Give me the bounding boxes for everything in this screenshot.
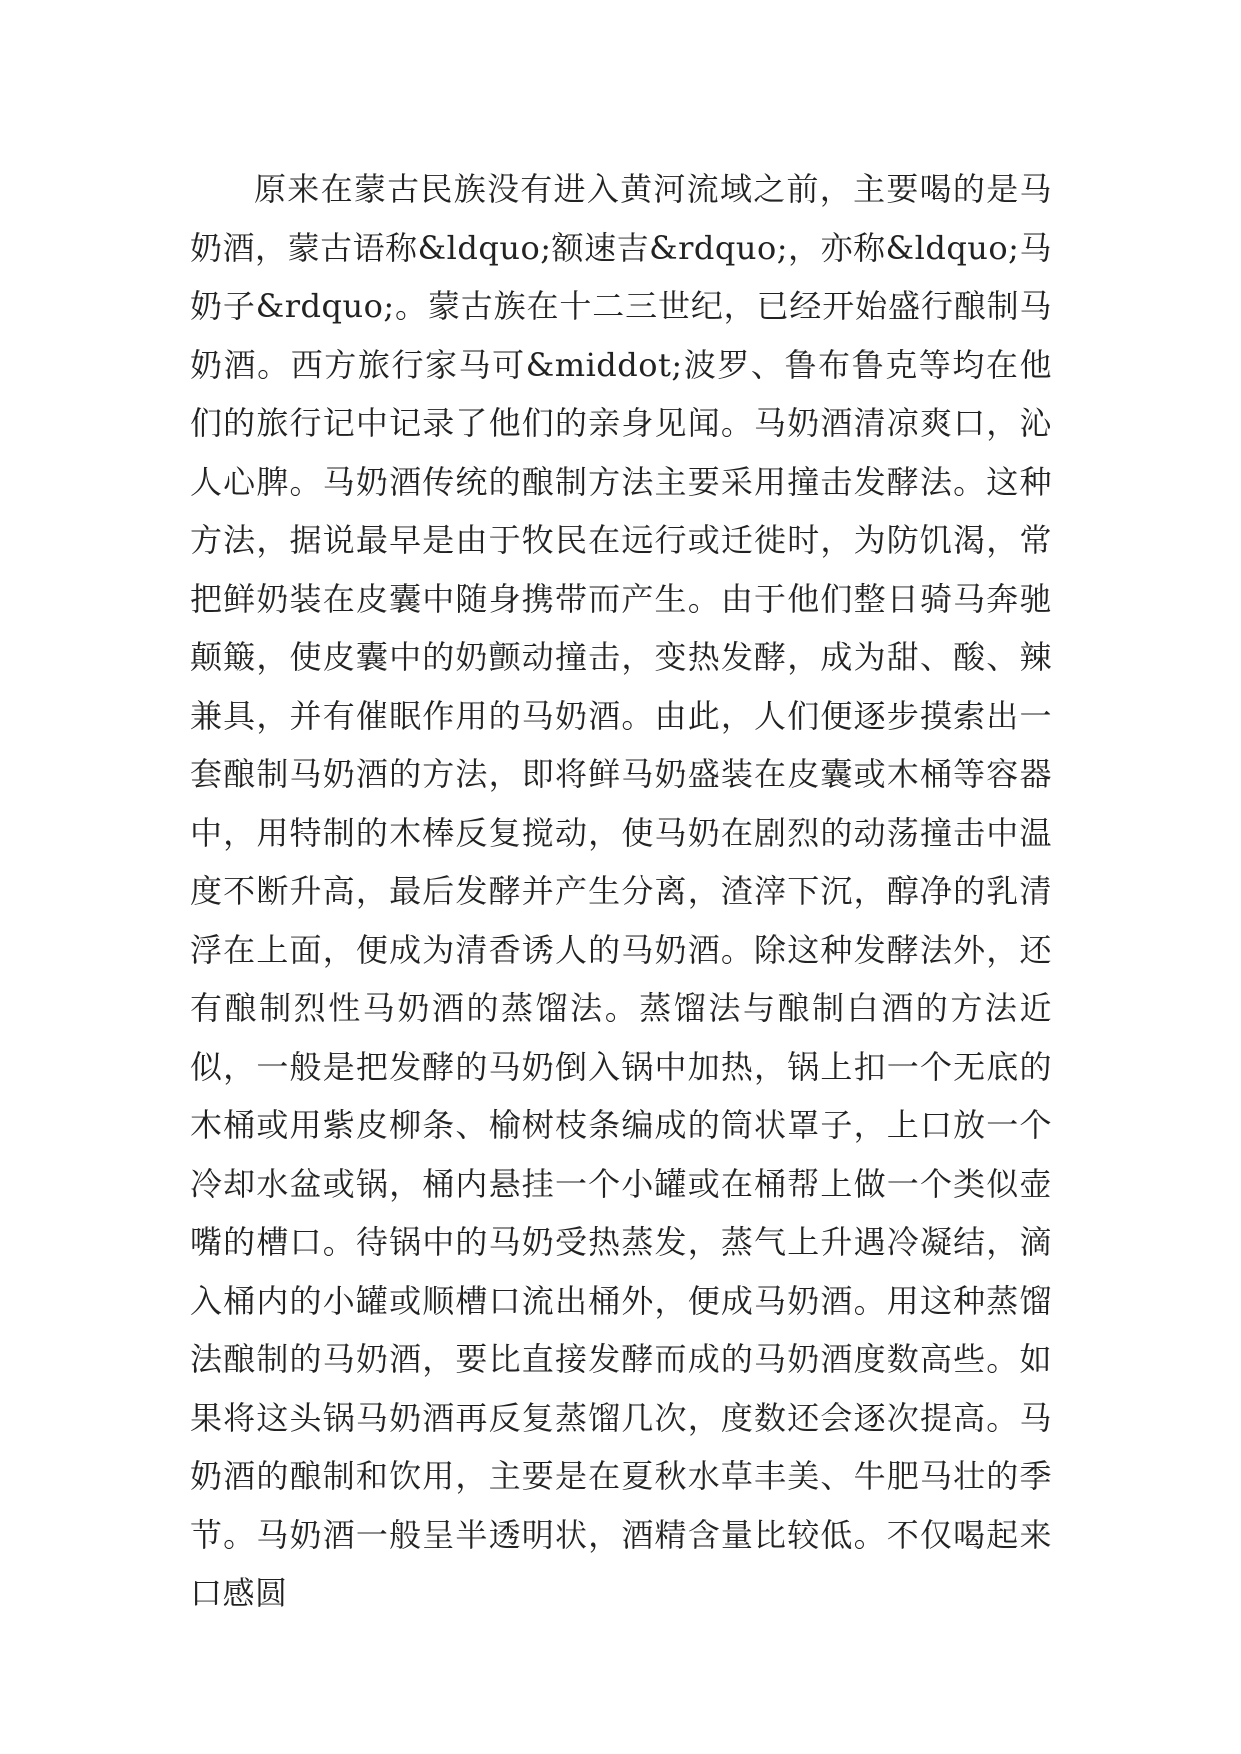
body-paragraph: 原来在蒙古民族没有进入黄河流域之前，主要喝的是马奶酒，蒙古语称&ldquo;额速吉&rdquo;，亦称&ldquo;马奶子&rdquo;。蒙古族在十二三世纪，已经开始盛行酿制马奶酒。西方旅行家马可&middot;波罗、鲁布鲁克等均在他们的旅行记中记录了他们的亲身见闻。马奶酒清凉爽口，沁人心脾。马奶酒传统的酿制方法主要采用撞击发酵法。这种方法，据说最早是由于牧民在远行或迁徙时，为防饥渴，常把鲜奶装在皮囊中随身携带而产生。由于他们整日骑马奔驰颠簸，使皮囊中的奶颤动撞击，变热发酵，成为甜、酸、辣兼具，并有催眠作用的马奶酒。由此，人们便逐步摸索出一套酿制马奶酒的方法，即将鲜马奶盛装在皮囊或木桶等容器中，用特制的木棒反复搅动，使马奶在剧烈的动荡撞击中温度不断升高，最后发酵并产生分离，渣滓下沉，醇净的乳清浮在上面，便成为清香诱人的马奶酒。除这种发酵法外，还有酿制烈性马奶酒的蒸馏法。蒸馏法与酿制白酒的方法近似，一般是把发酵的马奶倒入锅中加热，锅上扣一个无底的木桶或用紫皮柳条、榆树枝条编成的筒状罩子，上口放一个冷却水盆或锅，桶内悬挂一个小罐或在桶帮上做一个类似壶嘴的槽口。待锅中的马奶受热蒸发，蒸气上升遇冷凝结，滴入桶内的小罐或顺槽口流出桶外，便成马奶酒。用这种蒸馏法酿制的马奶酒，要比直接发酵而成的马奶酒度数高些。如果将这头锅马奶酒再反复蒸馏几次，度数还会逐次提高。马奶酒的酿制和饮用，主要是在夏秋水草丰美、牛肥马壮的季节。马奶酒一般呈半透明状，酒精含量比较低。不仅喝起来口感圆 (190, 170, 1052, 1612)
